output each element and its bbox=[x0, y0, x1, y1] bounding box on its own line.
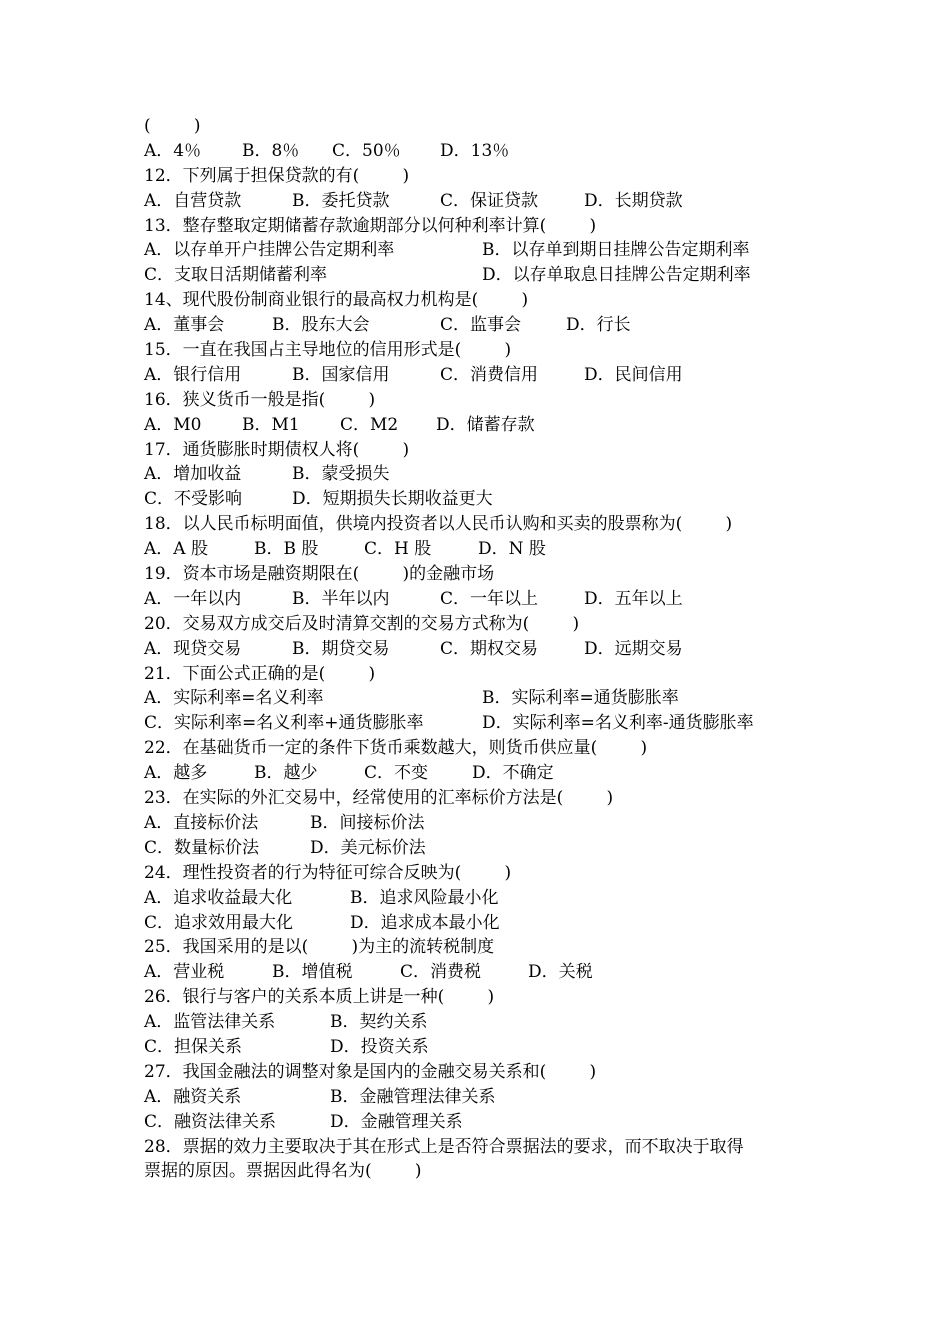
options-line bbox=[144, 711, 824, 736]
answer-option: B．间接标价法 bbox=[310, 812, 425, 833]
options-line bbox=[144, 189, 824, 214]
question-text: 23．在实际的外汇交易中，经常使用的汇率标价方法是( ) bbox=[144, 788, 614, 809]
answer-option: B．追求风险最小化 bbox=[350, 887, 499, 908]
options-line bbox=[144, 1085, 824, 1110]
answer-option: D．美元标价法 bbox=[310, 837, 426, 858]
answer-option: C．保证贷款 bbox=[440, 190, 539, 211]
answer-option: B．蒙受损失 bbox=[292, 464, 390, 485]
answer-option: D．储蓄存款 bbox=[436, 414, 535, 435]
answer-option: A．现贷交易 bbox=[144, 638, 242, 659]
answer-option: D．短期损失长期收益更大 bbox=[292, 489, 493, 510]
answer-option: A．监管法律关系 bbox=[144, 1012, 276, 1033]
options-line bbox=[144, 1110, 824, 1135]
answer-option: A．一年以内 bbox=[144, 588, 242, 609]
options-line bbox=[144, 139, 824, 164]
answer-option: C．期权交易 bbox=[440, 638, 539, 659]
answer-option: D．金融管理关系 bbox=[330, 1111, 463, 1132]
answer-option: B．M1 bbox=[242, 414, 300, 435]
options-line bbox=[144, 313, 824, 338]
answer-option: B．增值税 bbox=[272, 962, 353, 983]
answer-option: A．增加收益 bbox=[144, 464, 242, 485]
options-line bbox=[144, 462, 824, 487]
answer-option: D．追求成本最小化 bbox=[350, 912, 500, 933]
answer-option: D．民间信用 bbox=[584, 364, 683, 385]
question-text: 21．下面公式正确的是( ) bbox=[144, 663, 376, 684]
answer-option: B．委托贷款 bbox=[292, 190, 390, 211]
answer-option: B．实际利率=通货膨胀率 bbox=[482, 688, 679, 709]
answer-option: D．实际利率=名义利率-通货膨胀率 bbox=[482, 713, 754, 734]
options-line bbox=[144, 537, 824, 562]
answer-option: B．期贷交易 bbox=[292, 638, 390, 659]
question-text: 26．银行与客户的关系本质上讲是一种( ) bbox=[144, 987, 495, 1008]
answer-option: C．实际利率=名义利率+通货膨胀率 bbox=[144, 713, 424, 734]
answer-option: C．不受影响 bbox=[144, 489, 243, 510]
answer-option: A．M0 bbox=[144, 414, 202, 435]
answer-option: C．不变 bbox=[364, 763, 429, 784]
answer-option: A．融资关系 bbox=[144, 1086, 242, 1107]
options-line bbox=[144, 911, 824, 936]
answer-option: A．追求收益最大化 bbox=[144, 887, 293, 908]
answer-option: A．营业税 bbox=[144, 962, 225, 983]
answer-option: D．以存单取息日挂牌公告定期利率 bbox=[482, 265, 751, 286]
options-line bbox=[144, 637, 824, 662]
question-text: 18．以人民币标明面值，供境内投资者以人民币认购和买卖的股票称为( ) bbox=[144, 514, 733, 535]
answer-option: C．H 股 bbox=[364, 539, 432, 560]
options-line bbox=[144, 363, 824, 388]
options-line bbox=[144, 1010, 824, 1035]
question-text: ( ) bbox=[144, 116, 201, 136]
answer-option: D．远期交易 bbox=[584, 638, 683, 659]
options-line bbox=[144, 686, 824, 711]
options-line bbox=[144, 413, 824, 438]
question-text: 票据的原因。票据因此得名为( ) bbox=[144, 1161, 422, 1182]
options-line bbox=[144, 487, 824, 512]
answer-option: C．担保关系 bbox=[144, 1036, 243, 1057]
answer-option: B．越少 bbox=[254, 763, 318, 784]
answer-option: C．消费税 bbox=[400, 962, 482, 983]
answer-option: D．关税 bbox=[528, 962, 593, 983]
question-text: 16．狭义货币一般是指( ) bbox=[144, 389, 376, 410]
options-line bbox=[144, 761, 824, 786]
answer-option: D．投资关系 bbox=[330, 1036, 429, 1057]
answer-option: B．国家信用 bbox=[292, 364, 390, 385]
answer-option: D．长期贷款 bbox=[584, 190, 683, 211]
options-line bbox=[144, 960, 824, 985]
answer-option: D．N 股 bbox=[478, 539, 546, 560]
answer-option: A．董事会 bbox=[144, 315, 225, 336]
answer-option: D．行长 bbox=[566, 315, 631, 336]
answer-option: A．4％ bbox=[144, 140, 202, 161]
answer-option: B．8％ bbox=[242, 140, 300, 161]
options-line bbox=[144, 1035, 824, 1060]
answer-option: A．越多 bbox=[144, 763, 208, 784]
answer-option: A．实际利率=名义利率 bbox=[144, 688, 324, 709]
question-text: 12．下列属于担保贷款的有( ) bbox=[144, 165, 410, 186]
question-text: 25．我国采用的是以( )为主的流转税制度 bbox=[144, 937, 495, 958]
answer-option: B．半年以内 bbox=[292, 588, 390, 609]
options-line bbox=[144, 587, 824, 612]
options-line bbox=[144, 263, 824, 288]
answer-option: D．五年以上 bbox=[584, 588, 683, 609]
question-text: 14、现代股份制商业银行的最高权力机构是( ) bbox=[144, 290, 529, 311]
options-line bbox=[144, 886, 824, 911]
question-text: 24．理性投资者的行为特征可综合反映为( ) bbox=[144, 862, 512, 883]
question-text: 28．票据的效力主要取决于其在形式上是否符合票据法的要求，而不取决于取得 bbox=[144, 1136, 744, 1157]
answer-option: C．监事会 bbox=[440, 315, 522, 336]
answer-option: A．自营贷款 bbox=[144, 190, 242, 211]
options-line bbox=[144, 811, 824, 836]
answer-option: B．金融管理法律关系 bbox=[330, 1086, 496, 1107]
options-line bbox=[144, 238, 824, 263]
question-text: 27．我国金融法的调整对象是国内的金融交易关系和( ) bbox=[144, 1061, 597, 1082]
answer-option: D．13％ bbox=[440, 140, 510, 161]
answer-option: C．50％ bbox=[332, 140, 401, 161]
answer-option: A．以存单开户挂牌公告定期利率 bbox=[144, 240, 395, 261]
answer-option: B．B 股 bbox=[254, 539, 319, 560]
question-text: 19．资本市场是融资期限在( )的金融市场 bbox=[144, 564, 495, 585]
options-line bbox=[144, 836, 824, 861]
answer-option: A．银行信用 bbox=[144, 364, 242, 385]
answer-option: B．契约关系 bbox=[330, 1012, 428, 1033]
answer-option: D．不确定 bbox=[472, 763, 554, 784]
question-text: 15．一直在我国占主导地位的信用形式是( ) bbox=[144, 340, 512, 361]
answer-option: C．追求效用最大化 bbox=[144, 912, 294, 933]
question-text: 22．在基础货币一定的条件下货币乘数越大，则货币供应量( ) bbox=[144, 738, 648, 759]
answer-option: C．消费信用 bbox=[440, 364, 539, 385]
answer-option: C．支取日活期储蓄利率 bbox=[144, 265, 328, 286]
question-text: 20．交易双方成交后及时清算交割的交易方式称为( ) bbox=[144, 613, 580, 634]
answer-option: A．直接标价法 bbox=[144, 812, 259, 833]
answer-option: C．融资法律关系 bbox=[144, 1111, 277, 1132]
answer-option: B．以存单到期日挂牌公告定期利率 bbox=[482, 240, 750, 261]
question-text: 17．通货膨胀时期债权人将( ) bbox=[144, 439, 410, 460]
answer-option: C．一年以上 bbox=[440, 588, 539, 609]
answer-option: B．股东大会 bbox=[272, 315, 370, 336]
answer-option: C．M2 bbox=[340, 414, 399, 435]
answer-option: C．数量标价法 bbox=[144, 837, 260, 858]
question-list bbox=[144, 114, 824, 1184]
answer-option: A．A 股 bbox=[144, 539, 208, 560]
question-text: 13．整存整取定期储蓄存款逾期部分以何种利率计算( ) bbox=[144, 215, 597, 236]
